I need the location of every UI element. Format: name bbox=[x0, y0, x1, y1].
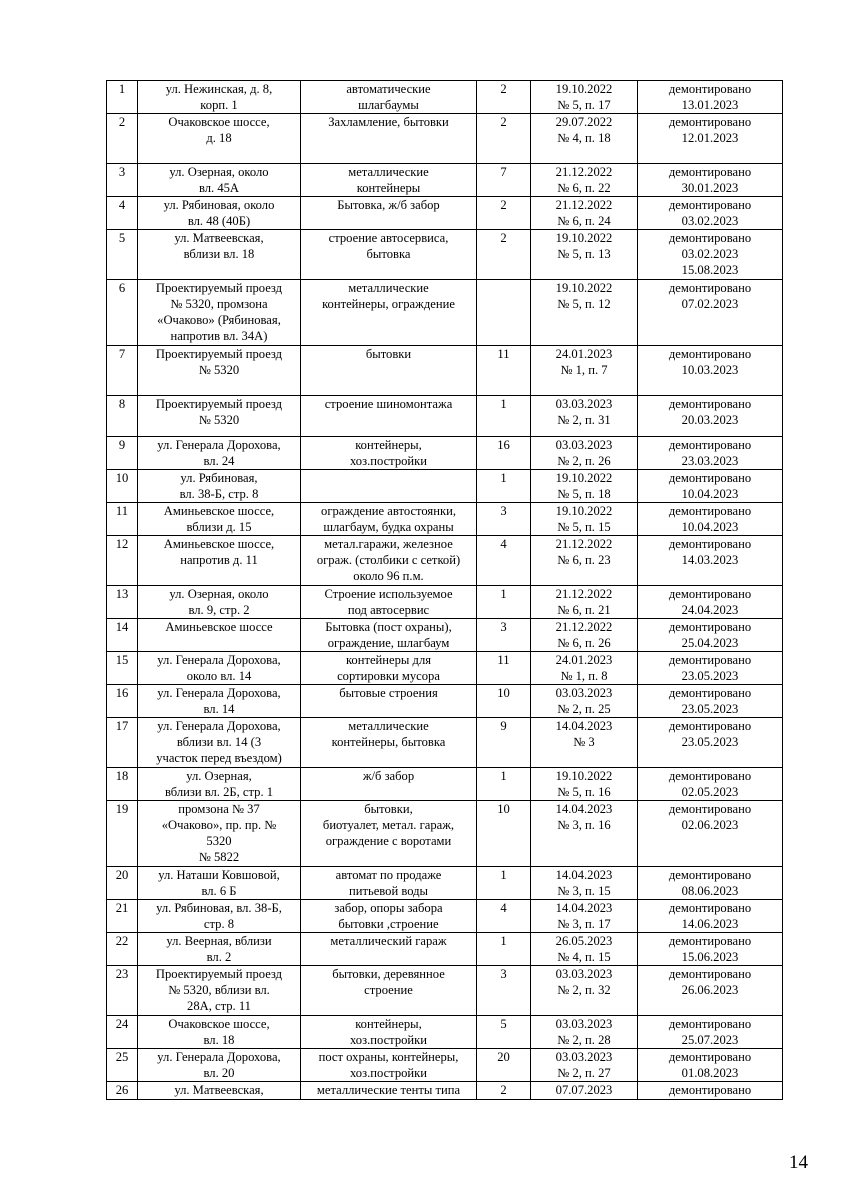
cell-quantity: 20 bbox=[477, 1049, 531, 1082]
cell-address: ул. Матвеевская, bbox=[138, 1082, 301, 1100]
cell-status: демонтировано 15.06.2023 bbox=[638, 933, 783, 966]
cell-decision: 03.03.2023 № 2, п. 25 bbox=[531, 685, 638, 718]
cell-object: Бытовка (пост охраны), ограждение, шлагбаум bbox=[301, 619, 477, 652]
cell-row-number: 11 bbox=[107, 503, 138, 536]
table-row bbox=[107, 652, 783, 685]
cell-quantity: 1 bbox=[477, 933, 531, 966]
cell-address: ул. Рябиновая, вл. 38-Б, стр. 8 bbox=[138, 470, 301, 503]
cell-quantity: 11 bbox=[477, 652, 531, 685]
cell-quantity: 4 bbox=[477, 536, 531, 586]
cell-row-number: 23 bbox=[107, 966, 138, 1016]
cell-address: Аминьевское шоссе, вблизи д. 15 bbox=[138, 503, 301, 536]
cell-object: металлические контейнеры, бытовка bbox=[301, 718, 477, 768]
cell-quantity: 16 bbox=[477, 437, 531, 470]
cell-object: Строение используемое под автосервис bbox=[301, 586, 477, 619]
cell-decision: 03.03.2023 № 2, п. 32 bbox=[531, 966, 638, 1016]
cell-object: бытовки, деревянное строение bbox=[301, 966, 477, 1016]
cell-status: демонтировано 25.07.2023 bbox=[638, 1016, 783, 1049]
cell-status: демонтировано 25.04.2023 bbox=[638, 619, 783, 652]
cell-decision: 19.10.2022 № 5, п. 15 bbox=[531, 503, 638, 536]
table-body bbox=[107, 81, 783, 1100]
table-row bbox=[107, 1049, 783, 1082]
cell-address: ул. Наташи Ковшовой, вл. 6 Б bbox=[138, 867, 301, 900]
cell-object: бытовые строения bbox=[301, 685, 477, 718]
cell-address: ул. Матвеевская, вблизи вл. 18 bbox=[138, 230, 301, 280]
cell-decision: 19.10.2022 № 5, п. 17 bbox=[531, 81, 638, 114]
table-row bbox=[107, 586, 783, 619]
cell-address: ул. Веерная, вблизи вл. 2 bbox=[138, 933, 301, 966]
cell-decision: 14.04.2023 № 3, п. 17 bbox=[531, 900, 638, 933]
cell-status: демонтировано 12.01.2023 bbox=[638, 114, 783, 164]
cell-decision: 21.12.2022 № 6, п. 26 bbox=[531, 619, 638, 652]
cell-object: Захламление, бытовки bbox=[301, 114, 477, 164]
cell-object: строение шиномонтажа bbox=[301, 396, 477, 437]
cell-decision: 14.04.2023 № 3, п. 16 bbox=[531, 801, 638, 867]
cell-row-number: 12 bbox=[107, 536, 138, 586]
cell-quantity: 7 bbox=[477, 164, 531, 197]
cell-quantity: 10 bbox=[477, 801, 531, 867]
cell-object: Бытовка, ж/б забор bbox=[301, 197, 477, 230]
cell-address: ул. Генерала Дорохова, вблизи вл. 14 (3 участок перед въездом) bbox=[138, 718, 301, 768]
cell-object: контейнеры для сортировки мусора bbox=[301, 652, 477, 685]
cell-row-number: 6 bbox=[107, 280, 138, 346]
cell-status: демонтировано 10.04.2023 bbox=[638, 470, 783, 503]
cell-decision: 19.10.2022 № 5, п. 18 bbox=[531, 470, 638, 503]
cell-address: Очаковское шоссе, д. 18 bbox=[138, 114, 301, 164]
cell-row-number: 7 bbox=[107, 346, 138, 396]
table-row bbox=[107, 718, 783, 768]
cell-row-number: 4 bbox=[107, 197, 138, 230]
table-row bbox=[107, 685, 783, 718]
cell-address: ул. Генерала Дорохова, вл. 14 bbox=[138, 685, 301, 718]
cell-decision: 14.04.2023 № 3 bbox=[531, 718, 638, 768]
cell-decision: 14.04.2023 № 3, п. 15 bbox=[531, 867, 638, 900]
cell-object: металлические контейнеры, ограждение bbox=[301, 280, 477, 346]
cell-quantity: 10 bbox=[477, 685, 531, 718]
table-row bbox=[107, 619, 783, 652]
cell-status: демонтировано 30.01.2023 bbox=[638, 164, 783, 197]
cell-object: строение автосервиса, бытовка bbox=[301, 230, 477, 280]
cell-status: демонтировано 01.08.2023 bbox=[638, 1049, 783, 1082]
cell-status: демонтировано 24.04.2023 bbox=[638, 586, 783, 619]
cell-quantity: 2 bbox=[477, 114, 531, 164]
cell-row-number: 14 bbox=[107, 619, 138, 652]
cell-object: контейнеры, хоз.постройки bbox=[301, 437, 477, 470]
cell-row-number: 3 bbox=[107, 164, 138, 197]
cell-status: демонтировано 20.03.2023 bbox=[638, 396, 783, 437]
cell-address: Проектируемый проезд № 5320, промзона «Очаково» (Рябиновая, напротив вл. 34А) bbox=[138, 280, 301, 346]
cell-object: контейнеры, хоз.постройки bbox=[301, 1016, 477, 1049]
cell-quantity: 9 bbox=[477, 718, 531, 768]
cell-object: металлические тенты типа bbox=[301, 1082, 477, 1100]
table-row bbox=[107, 768, 783, 801]
table-row bbox=[107, 966, 783, 1016]
cell-decision: 03.03.2023 № 2, п. 27 bbox=[531, 1049, 638, 1082]
cell-status: демонтировано 10.03.2023 bbox=[638, 346, 783, 396]
cell-row-number: 25 bbox=[107, 1049, 138, 1082]
table-row bbox=[107, 801, 783, 867]
cell-status: демонтировано 23.05.2023 bbox=[638, 685, 783, 718]
cell-decision: 21.12.2022 № 6, п. 21 bbox=[531, 586, 638, 619]
cell-decision: 19.10.2022 № 5, п. 13 bbox=[531, 230, 638, 280]
cell-object: пост охраны, контейнеры, хоз.постройки bbox=[301, 1049, 477, 1082]
cell-decision: 19.10.2022 № 5, п. 12 bbox=[531, 280, 638, 346]
cell-decision: 03.03.2023 № 2, п. 26 bbox=[531, 437, 638, 470]
cell-object: металлический гараж bbox=[301, 933, 477, 966]
cell-row-number: 8 bbox=[107, 396, 138, 437]
cell-status: демонтировано 23.05.2023 bbox=[638, 718, 783, 768]
cell-address: Проектируемый проезд № 5320 bbox=[138, 346, 301, 396]
cell-row-number: 19 bbox=[107, 801, 138, 867]
cell-address: ул. Рябиновая, около вл. 48 (40Б) bbox=[138, 197, 301, 230]
cell-quantity: 1 bbox=[477, 768, 531, 801]
cell-object: автомат по продаже питьевой воды bbox=[301, 867, 477, 900]
cell-address: ул. Озерная, около вл. 9, стр. 2 bbox=[138, 586, 301, 619]
cell-decision: 24.01.2023 № 1, п. 8 bbox=[531, 652, 638, 685]
table-row bbox=[107, 164, 783, 197]
cell-status: демонтировано 13.01.2023 bbox=[638, 81, 783, 114]
table-row bbox=[107, 900, 783, 933]
cell-status: демонтировано 26.06.2023 bbox=[638, 966, 783, 1016]
cell-decision: 26.05.2023 № 4, п. 15 bbox=[531, 933, 638, 966]
cell-quantity: 11 bbox=[477, 346, 531, 396]
cell-decision: 21.12.2022 № 6, п. 23 bbox=[531, 536, 638, 586]
cell-decision: 21.12.2022 № 6, п. 24 bbox=[531, 197, 638, 230]
cell-address: ул. Нежинская, д. 8, корп. 1 bbox=[138, 81, 301, 114]
cell-object: металлические контейнеры bbox=[301, 164, 477, 197]
cell-decision: 07.07.2023 bbox=[531, 1082, 638, 1100]
cell-quantity bbox=[477, 280, 531, 346]
cell-row-number: 20 bbox=[107, 867, 138, 900]
cell-row-number: 26 bbox=[107, 1082, 138, 1100]
cell-row-number: 10 bbox=[107, 470, 138, 503]
cell-quantity: 3 bbox=[477, 503, 531, 536]
cell-address: ул. Генерала Дорохова, вл. 24 bbox=[138, 437, 301, 470]
table-row bbox=[107, 1016, 783, 1049]
table-row bbox=[107, 346, 783, 396]
table-row bbox=[107, 867, 783, 900]
cell-row-number: 2 bbox=[107, 114, 138, 164]
cell-row-number: 24 bbox=[107, 1016, 138, 1049]
cell-address: промзона № 37 «Очаково», пр. пр. № 5320 № 5822 bbox=[138, 801, 301, 867]
cell-decision: 21.12.2022 № 6, п. 22 bbox=[531, 164, 638, 197]
cell-address: ул. Озерная, вблизи вл. 2Б, стр. 1 bbox=[138, 768, 301, 801]
cell-row-number: 18 bbox=[107, 768, 138, 801]
cell-object bbox=[301, 470, 477, 503]
cell-object: бытовки, биотуалет, метал. гараж, ограждение с воротами bbox=[301, 801, 477, 867]
cell-status: демонтировано 23.03.2023 bbox=[638, 437, 783, 470]
cell-quantity: 2 bbox=[477, 81, 531, 114]
table-row bbox=[107, 280, 783, 346]
cell-status: демонтировано 03.02.2023 bbox=[638, 197, 783, 230]
cell-row-number: 17 bbox=[107, 718, 138, 768]
table-row bbox=[107, 396, 783, 437]
page-number: 14 bbox=[789, 1152, 808, 1173]
table-row bbox=[107, 197, 783, 230]
cell-object: бытовки bbox=[301, 346, 477, 396]
cell-quantity: 2 bbox=[477, 197, 531, 230]
cell-status: демонтировано 07.02.2023 bbox=[638, 280, 783, 346]
dismantled-objects-table bbox=[106, 80, 783, 1100]
cell-decision: 03.03.2023 № 2, п. 31 bbox=[531, 396, 638, 437]
cell-quantity: 1 bbox=[477, 470, 531, 503]
cell-address: Проектируемый проезд № 5320, вблизи вл. 28А, стр. 11 bbox=[138, 966, 301, 1016]
cell-row-number: 1 bbox=[107, 81, 138, 114]
cell-quantity: 2 bbox=[477, 1082, 531, 1100]
cell-quantity: 1 bbox=[477, 586, 531, 619]
cell-address: Аминьевское шоссе, напротив д. 11 bbox=[138, 536, 301, 586]
table-row bbox=[107, 503, 783, 536]
cell-status: демонтировано 10.04.2023 bbox=[638, 503, 783, 536]
cell-quantity: 4 bbox=[477, 900, 531, 933]
cell-address: Проектируемый проезд № 5320 bbox=[138, 396, 301, 437]
cell-quantity: 2 bbox=[477, 230, 531, 280]
cell-address: ул. Озерная, около вл. 45А bbox=[138, 164, 301, 197]
cell-status: демонтировано 14.06.2023 bbox=[638, 900, 783, 933]
cell-address: ул. Рябиновая, вл. 38-Б, стр. 8 bbox=[138, 900, 301, 933]
cell-status: демонтировано 23.05.2023 bbox=[638, 652, 783, 685]
cell-row-number: 9 bbox=[107, 437, 138, 470]
cell-object: забор, опоры забора бытовки ,строение bbox=[301, 900, 477, 933]
cell-status: демонтировано 03.02.2023 15.08.2023 bbox=[638, 230, 783, 280]
cell-status: демонтировано 08.06.2023 bbox=[638, 867, 783, 900]
cell-decision: 19.10.2022 № 5, п. 16 bbox=[531, 768, 638, 801]
table-row bbox=[107, 470, 783, 503]
cell-status: демонтировано 14.03.2023 bbox=[638, 536, 783, 586]
cell-status: демонтировано 02.06.2023 bbox=[638, 801, 783, 867]
cell-quantity: 3 bbox=[477, 966, 531, 1016]
cell-row-number: 5 bbox=[107, 230, 138, 280]
cell-address: Очаковское шоссе, вл. 18 bbox=[138, 1016, 301, 1049]
cell-quantity: 5 bbox=[477, 1016, 531, 1049]
cell-row-number: 16 bbox=[107, 685, 138, 718]
table-row bbox=[107, 1082, 783, 1100]
table-row bbox=[107, 230, 783, 280]
cell-object: метал.гаражи, железное ограж. (столбики с сеткой) около 96 п.м. bbox=[301, 536, 477, 586]
table-row bbox=[107, 114, 783, 164]
cell-object: ограждение автостоянки, шлагбаум, будка охраны bbox=[301, 503, 477, 536]
cell-decision: 24.01.2023 № 1, п. 7 bbox=[531, 346, 638, 396]
table-row bbox=[107, 81, 783, 114]
cell-quantity: 3 bbox=[477, 619, 531, 652]
cell-decision: 29.07.2022 № 4, п. 18 bbox=[531, 114, 638, 164]
cell-row-number: 15 bbox=[107, 652, 138, 685]
table-row bbox=[107, 933, 783, 966]
cell-status: демонтировано bbox=[638, 1082, 783, 1100]
cell-address: Аминьевское шоссе bbox=[138, 619, 301, 652]
cell-object: ж/б забор bbox=[301, 768, 477, 801]
cell-object: автоматические шлагбаумы bbox=[301, 81, 477, 114]
table-row bbox=[107, 536, 783, 586]
cell-row-number: 22 bbox=[107, 933, 138, 966]
cell-row-number: 21 bbox=[107, 900, 138, 933]
cell-row-number: 13 bbox=[107, 586, 138, 619]
cell-quantity: 1 bbox=[477, 396, 531, 437]
cell-decision: 03.03.2023 № 2, п. 28 bbox=[531, 1016, 638, 1049]
cell-address: ул. Генерала Дорохова, вл. 20 bbox=[138, 1049, 301, 1082]
cell-status: демонтировано 02.05.2023 bbox=[638, 768, 783, 801]
cell-address: ул. Генерала Дорохова, около вл. 14 bbox=[138, 652, 301, 685]
cell-quantity: 1 bbox=[477, 867, 531, 900]
table-row bbox=[107, 437, 783, 470]
